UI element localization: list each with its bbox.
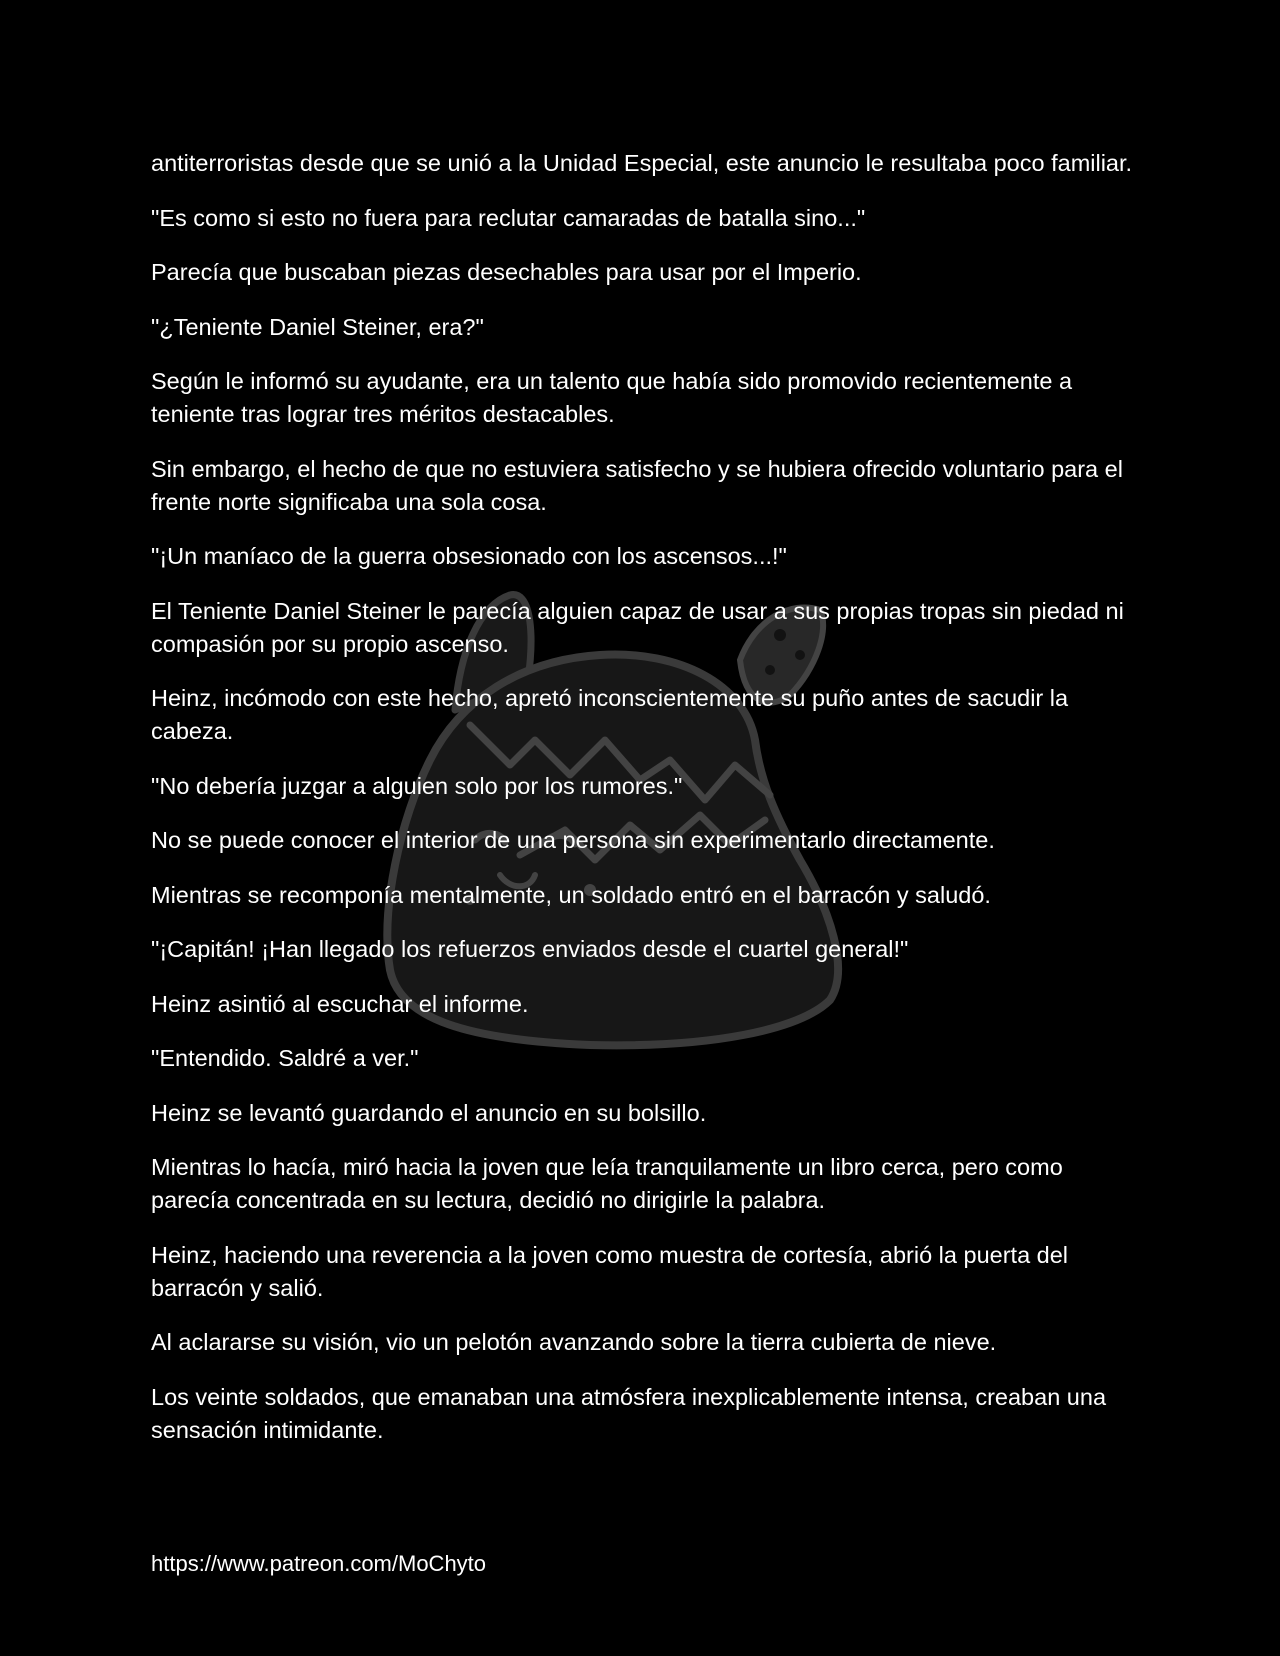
paragraph: antiterroristas desde que se unió a la Unidad Especial, este anuncio le resultaba poco familiar. [151, 150, 1133, 176]
paragraph: Sin embargo, el hecho de que no estuviera satisfecho y se hubiera ofrecido voluntario para el frente norte significaba una sola cosa. [151, 455, 1123, 515]
paragraph: "Entendido. Saldré a ver." [151, 1045, 419, 1071]
paragraph: El Teniente Daniel Steiner le parecía alguien capaz de usar a sus propias tropas sin piedad ni compasión por su propio ascenso. [151, 597, 1124, 657]
paragraph: Heinz, incómodo con este hecho, apretó inconscientemente su puño antes de sacudir la cabeza. [151, 685, 1069, 744]
paragraph: Mientras lo hacía, miró hacia la joven que leía tranquilamente un libro cerca, pero como parecía concentrada en su lectura, decidió no dirigirle la palabra. [151, 1154, 1063, 1213]
patreon-link[interactable]: https://www.patreon.com/MoChyto [151, 1551, 487, 1576]
paragraph: "Es como si esto no fuera para reclutar camaradas de batalla sino..." [151, 204, 866, 231]
paragraph: "¡Un maníaco de la guerra obsesionado con los ascensos...!" [151, 543, 787, 569]
paragraph: "No debería juzgar a alguien solo por los rumores." [151, 772, 683, 799]
paragraph: Parecía que buscaban piezas desechables para usar por el Imperio. [151, 259, 862, 285]
document-body [151, 147, 1141, 1468]
paragraph: "¿Teniente Daniel Steiner, era?" [151, 313, 484, 340]
paragraph: No se puede conocer el interior de una persona sin experimentarlo directamente. [151, 827, 995, 853]
paragraph: Heinz, haciendo una reverencia a la joven como muestra de cortesía, abrió la puerta del barracón y salió. [151, 1241, 1069, 1301]
paragraph: Los veinte soldados, que emanaban una atmósfera inexplicablemente intensa, creaban una sensación intimidante. [151, 1383, 1107, 1443]
paragraph: "¡Capitán! ¡Han llegado los refuerzos enviados desde el cuartel general!" [151, 936, 909, 962]
paragraph: Heinz asintió al escuchar el informe. [151, 990, 529, 1017]
paragraph: Al aclararse su visión, vio un pelotón avanzando sobre la tierra cubierta de nieve. [151, 1329, 997, 1355]
paragraph: Según le informó su ayudante, era un talento que había sido promovido recientemente a teniente tras lograr tres méritos destacables. [151, 368, 1073, 427]
paragraph: Heinz se levantó guardando el anuncio en su bolsillo. [151, 1099, 707, 1126]
paragraph: Mientras se recomponía mentalmente, un soldado entró en el barracón y saludó. [151, 881, 991, 908]
